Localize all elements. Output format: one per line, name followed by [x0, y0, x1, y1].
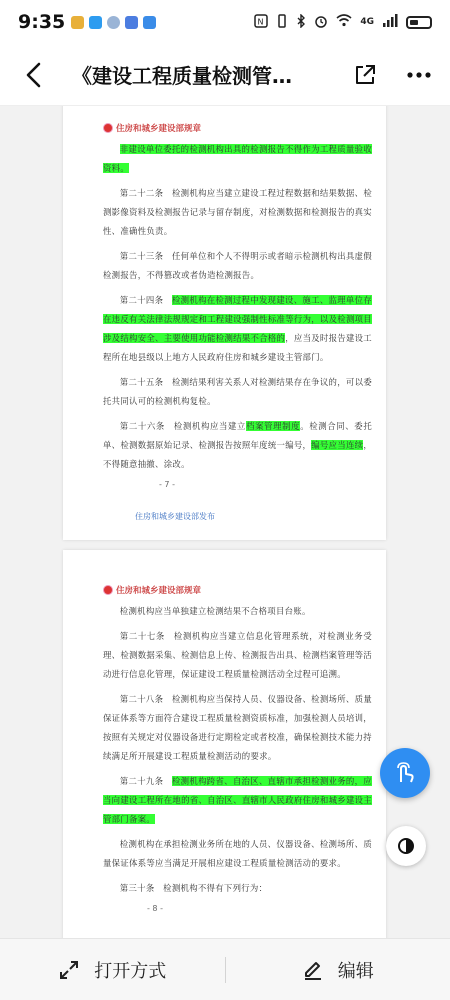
paragraph: 第二十二条 检测机构应当建立建设工程过程数据和结果数据、检测影像资料及检测报告记录与留存制度，对检测数据和检测报告的真实性、准确性负责。 — [103, 188, 372, 236]
status-notification-icons — [71, 16, 156, 29]
expand-icon — [58, 959, 80, 981]
status-time: 9:35 — [18, 11, 66, 33]
paragraph — [103, 140, 372, 178]
highlighted-text: 编号应当连续 — [311, 440, 364, 450]
wifi-icon — [336, 14, 352, 30]
svg-text:N: N — [257, 17, 264, 26]
status-bar — [0, 0, 450, 44]
text-span: 第二十六条 检测机构应当建立 — [119, 421, 247, 431]
share-icon — [353, 63, 377, 87]
national-emblem-icon — [103, 585, 113, 595]
paragraph — [103, 772, 372, 829]
bottom-action-bar — [0, 938, 450, 1000]
paragraph: 第二十七条 检测机构应当建立信息化管理系统，对检测业务受理、检测数据采集、检测信息上传、检测报告出具、检测档案管理等活动进行信息化管理，保证建设工程质量检测活动全过程可追溯。 — [103, 631, 372, 679]
highlighted-text: 检测机构跨省、自治区、直辖市承担检测业务的，应当向建设工程所在地的省、自治区、直辖市人民政府住房和城乡建设主管部门备案。 — [103, 776, 372, 824]
notification-icon — [143, 16, 156, 29]
back-arrow-icon — [24, 62, 42, 88]
text-span: ，应当及时报告建设工程所在地县级以上地方人民政府住房和城乡建设主管部门。 — [103, 333, 372, 362]
back-button[interactable] — [16, 55, 50, 95]
status-system-icons — [254, 14, 432, 31]
paragraph — [103, 417, 372, 474]
highlighted-text: 非建设单位委托的检测机构出具的检测报告不得作为工程质量验收资料。 — [103, 144, 372, 173]
paragraph: 检测机构在承担检测业务所在地的人员、仪器设备、检测场所、质量保证体系等应当满足开展相应建设工程质量检测活动的要求。 — [103, 839, 372, 868]
document-title: 《建设工程质量检测管… — [72, 64, 292, 88]
edit-button[interactable] — [226, 939, 450, 1000]
vibrate-icon — [276, 14, 288, 31]
open-with-button[interactable] — [0, 939, 225, 1000]
network-label: 4G — [360, 17, 374, 27]
notification-icon — [107, 16, 120, 29]
document-page — [63, 550, 386, 938]
share-button[interactable] — [350, 60, 380, 90]
nfc-icon — [254, 14, 268, 31]
notification-icon — [89, 16, 102, 29]
national-emblem-icon — [103, 123, 113, 133]
highlighted-text: 档案管理制度 — [246, 421, 301, 431]
signal-icon — [382, 14, 398, 30]
edit-label: 编辑 — [337, 960, 374, 982]
paragraph: 第二十八条 检测机构应当保持人员、仪器设备、检测场所、质量保证体系等方面符合建设工程质量检测资质标准，加强检测人员培训，按照有关规定对仪器设备进行定期检定或者校准，确保检测技术能力持续满足所开展建设工程质量检测活动的要求。 — [103, 694, 372, 761]
text-span: ，不得随意抽撤、涂改。 — [103, 440, 372, 469]
document-viewer[interactable] — [0, 106, 450, 938]
toggle-icon — [396, 836, 416, 856]
paragraph: 第三十条 检测机构不得有下列行为： — [119, 883, 268, 893]
more-icon — [407, 72, 431, 78]
paragraph: 检测机构应当单独建立检测结果不合格项目台账。 — [119, 606, 311, 616]
battery-icon — [406, 16, 432, 29]
page-header — [103, 584, 372, 596]
bluetooth-icon — [296, 14, 306, 31]
highlighted-text: 检测机构在检测过程中发现建设、施工、监理单位存在违反有关法律法规规定和工程建设强制性标准等行为，以及检测项目涉及结构安全、主要使用功能检测结果不合格的 — [103, 295, 372, 343]
top-app-bar — [0, 44, 450, 106]
more-button[interactable] — [404, 60, 434, 90]
alarm-icon — [314, 14, 328, 31]
paragraph: 第二十三条 任何单位和个人不得明示或者暗示检测机构出具虚假检测报告，不得篡改或者伪造检测报告。 — [103, 251, 372, 280]
text-span: 第二十四条 — [119, 295, 172, 305]
document-page — [63, 106, 386, 540]
page-footer: 住房和城乡建设部发布 — [135, 512, 215, 521]
pencil-icon — [302, 959, 324, 981]
paragraph — [103, 291, 372, 367]
gesture-fab-button[interactable] — [380, 748, 430, 798]
text-span: 第二十九条 — [119, 776, 172, 786]
page-header-text: 住房和城乡建设部规章 — [116, 586, 202, 596]
page-header — [103, 122, 372, 134]
text-span: 。检测合同、委托单、检测数据原始记录、检测报告按照年度统一编号， — [103, 421, 372, 450]
page-number: - 8 - — [147, 904, 163, 913]
open-with-label: 打开方式 — [94, 960, 167, 982]
notification-icon — [71, 16, 84, 29]
toggle-fab-button[interactable] — [386, 826, 426, 866]
gesture-icon — [392, 760, 418, 786]
paragraph: 第二十五条 检测结果利害关系人对检测结果存在争议的，可以委托共同认可的检测机构复检。 — [103, 377, 372, 406]
page-number: - 7 - — [159, 480, 175, 489]
notification-icon — [125, 16, 138, 29]
page-header-text: 住房和城乡建设部规章 — [116, 124, 202, 134]
